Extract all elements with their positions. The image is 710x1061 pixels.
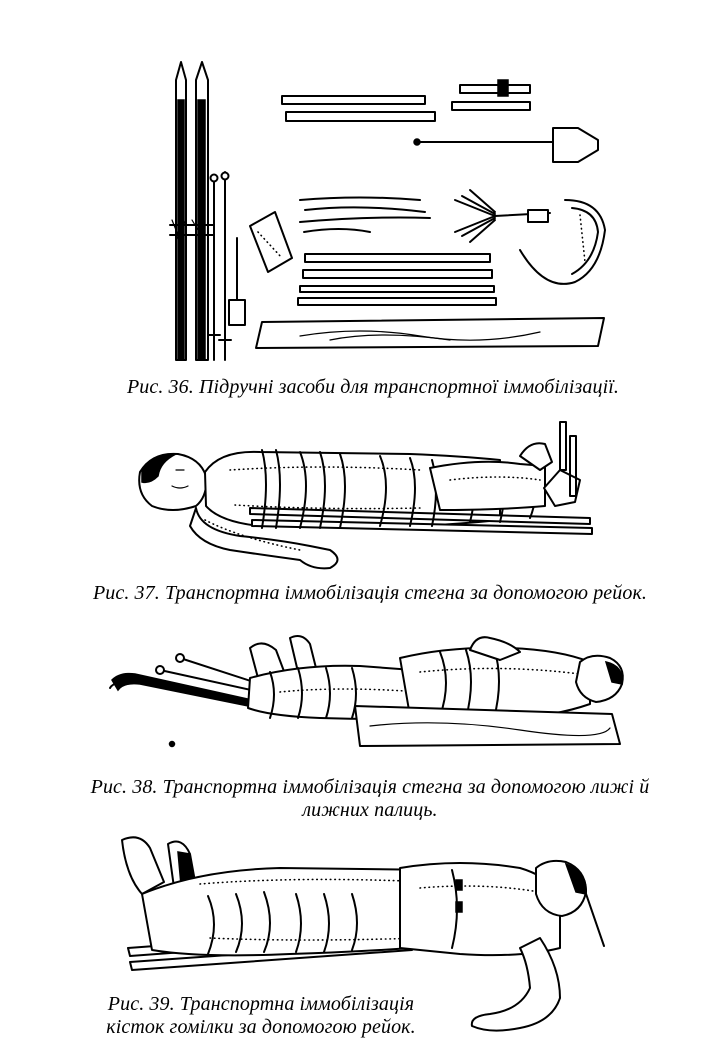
thigh-splint-with-ski-illustration (0, 622, 710, 767)
figure-38 (0, 622, 710, 827)
figure-39 (0, 828, 710, 1061)
figure-caption (71, 993, 451, 1039)
caption-text: Рис. 36. Підручні засоби для транспортної іммобілізації. (126, 376, 620, 398)
caption-line-1: Рис. 39. Транспортна іммобілізація (107, 993, 415, 1015)
caption-line-2: кісток гомілки за допомогою рейок. (106, 1016, 416, 1038)
figure-37 (0, 410, 710, 610)
improvised-splint-tools-illustration (0, 0, 710, 380)
caption-line-2: лижних палиць. (302, 799, 438, 821)
figure-caption (0, 582, 710, 605)
caption-text: Рис. 37. Транспортна іммобілізація стегна за допомогою рейок. (92, 582, 648, 604)
figure-36 (0, 0, 710, 405)
figure-caption (63, 376, 683, 399)
caption-line-1: Рис. 38. Транспортна іммобілізація стегна за допомогою лижі й (90, 776, 650, 798)
thigh-splint-with-rails-illustration (0, 410, 710, 580)
figure-caption (0, 776, 710, 822)
